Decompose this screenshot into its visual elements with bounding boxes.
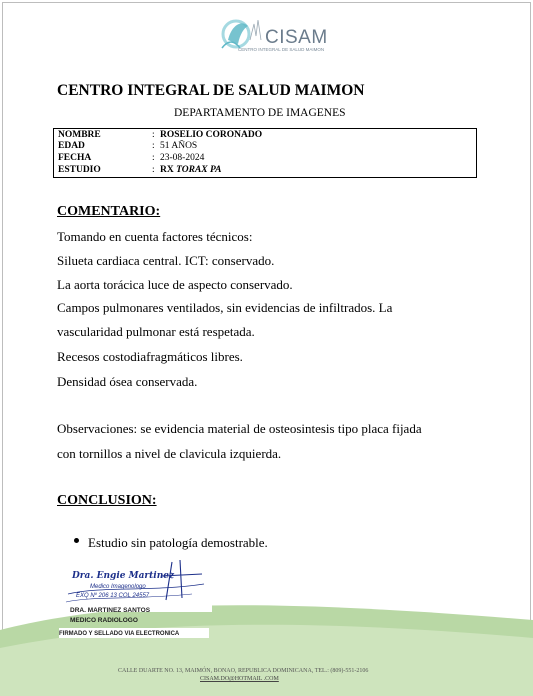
age-label: EDAD [58,141,85,151]
date-label: FECHA [58,153,92,163]
bullet-icon [74,538,79,543]
comment-line: Campos pulmonares ventilados, sin evidencias de infiltrados. La [57,300,393,315]
signature-note: FIRMADO Y SELLADO VIA ELECTRONICA [59,631,180,637]
stamp-role: Medico Imagenologo [90,584,146,590]
date-value: 23-08-2024 [160,153,205,163]
age-value: 51 AÑOS [160,141,198,151]
comment-line: Densidad ósea conservada. [57,374,198,389]
footer-address: CALLE DUARTE NO. 13, MAIMÓN, BONAO, REPUBLICA DOMINICANA, TEL.: (809)-551-2106 [118,668,369,674]
comment-line: vascularidad pulmonar está respetada. [57,324,255,339]
study-label: ESTUDIO [58,165,101,175]
stamp-exq: EXQ Nº 206 13 COL 24557 [76,593,150,599]
doctor-name: DRA. MARTINEZ SANTOS [70,607,151,614]
name-label: NOMBRE [58,130,101,140]
separator: : [152,153,155,163]
department-name: DEPARTAMENTO DE IMAGENES [174,107,346,119]
study-value [160,165,221,176]
footer-email[interactable]: CISAM.DO@HOTMAIL .COM [200,676,279,682]
observation-line: con tornillos a nivel de clavicula izquierda. [57,446,282,461]
stamp-name: Dra. Engie Martinez [72,571,175,581]
patient-info-box [53,128,477,178]
doctor-role: MEDICO RADIOLOGO [70,617,138,624]
logo-name: CISAM [265,27,328,48]
study-view: TORAX PA [176,165,222,175]
clinic-title: CENTRO INTEGRAL DE SALUD MAIMON [57,82,365,99]
logo-subtitle: CENTRO INTEGRAL DE SALUD MAIMON [238,47,325,52]
observation-line: Observaciones: se evidencia material de osteosintesis tipo placa fijada [57,421,422,436]
name-value: ROSELIO CORONADO [160,130,263,140]
separator: : [152,141,155,151]
comment-line: Recesos costodiafragmáticos libres. [57,349,243,364]
comment-line: La aorta torácica luce de aspecto conservado. [57,277,293,292]
conclusion-heading: CONCLUSION: [57,493,157,508]
comment-line: Silueta cardiaca central. ICT: conservado. [57,253,275,268]
separator: : [152,165,155,175]
conclusion-item: Estudio sin patología demostrable. [88,535,268,550]
comment-line: Tomando en cuenta factores técnicos: [57,229,253,244]
study-type: RX [160,165,174,175]
separator: : [152,130,155,140]
comentario-heading: COMENTARIO: [57,204,161,219]
